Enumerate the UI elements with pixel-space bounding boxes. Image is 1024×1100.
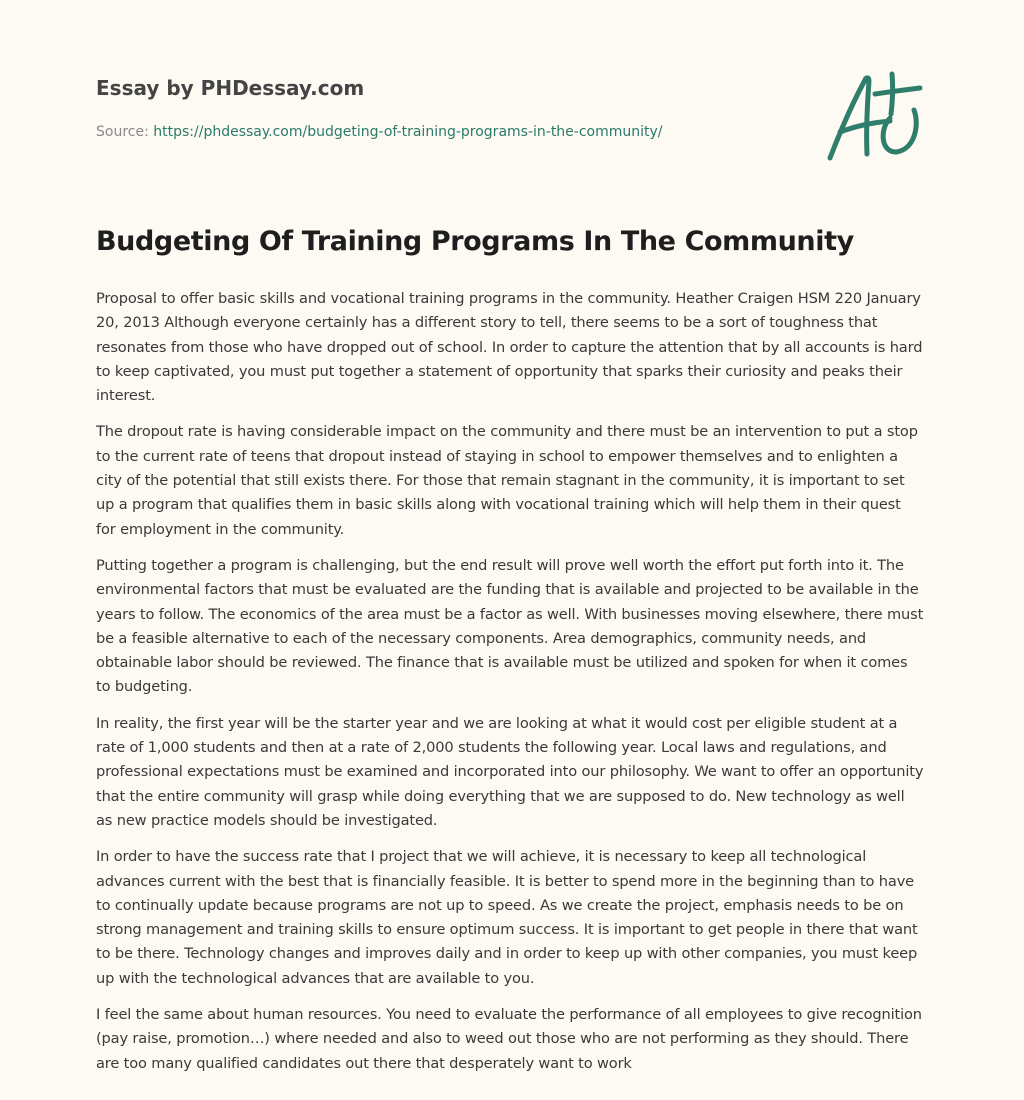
essay-paragraph: Proposal to offer basic skills and vocational training programs in the community. Heather Craigen HSM 220 January 20, 2013 Although everyone certainly has a different story to tell, there seems to be a sort of toughness that resonates from those who have dropped out of school. In order to capture the attention that by all accounts is hard to keep captivated, you must put together a statement of opportunity that sparks their curiosity and peaks their interest. xyxy=(96,290,923,405)
logo-plus-horizontal xyxy=(875,88,920,94)
logo-letter-a xyxy=(830,78,869,158)
essay-paragraph: I feel the same about human resources. You need to evaluate the performance of all employees to give recognition (pay raise, promotion…) where needed and also to weed out those who are not performing as they should. There are too many qualified candidates out there that desperately want to work xyxy=(96,1006,922,1072)
essay-paragraph: In reality, the first year will be the starter year and we are looking at what it would cost per eligible student at a rate of 1,000 students and then at a rate of 2,000 students the following year. Local laws and regulations, and professional expectations must be examined and incorporated into our philosophy. We want to offer an opportunity that the entire community will grasp while doing everything that we are supposed to do. New technology as well as new practice models should be investigated. xyxy=(96,714,924,829)
essay-paragraph: Putting together a program is challenging, but the end result will prove well worth the effort put forth into it. The environmental factors that must be evaluated are the funding that is available and projected to be available in the years to follow. The economics of the area must be a factor as well. With businesses moving elsewhere, there must be a feasible alternative to each of the necessary components. Area demographics, community needs, and obtainable labor should be reviewed. The finance that is available must be utilized and spoken for when it comes to budgeting. xyxy=(96,556,924,696)
logo-swoosh xyxy=(883,110,916,152)
essay-paragraph: The dropout rate is having considerable impact on the community and there must be an intervention to put a stop to the current rate of teens that dropout instead of staying in school to empower themselves and to enlighten a city of the potential that still exists there. For those that remain stagnant in the community, it is important to set up a program that qualifies them in basic skills along with vocational training which will help them in their quest for employment in the community. xyxy=(96,423,918,538)
essay-title: Budgeting Of Training Programs In The Community xyxy=(96,226,854,257)
a-plus-logo-icon xyxy=(820,66,928,166)
essay-body xyxy=(96,287,924,1088)
source-line xyxy=(96,124,663,140)
site-brand: Essay by PHDessay.com xyxy=(96,76,365,100)
source-label: Source: xyxy=(96,124,154,140)
essay-paragraph: In order to have the success rate that I project that we will achieve, it is necessary to keep all technological advances current with the best that is financially feasible. It is better to spend more in the beginning than to have to continually update because programs are not up to speed. As we create the project, emphasis needs to be on strong management and training skills to ensure optimum success. It is important to get people in there that want to be there. Technology changes and improves daily and in order to keep up with other companies, you must keep up with the technological advances that are available to you. xyxy=(96,848,918,987)
source-link[interactable]: https://phdessay.com/budgeting-of-training-programs-in-the-community/ xyxy=(153,124,663,140)
